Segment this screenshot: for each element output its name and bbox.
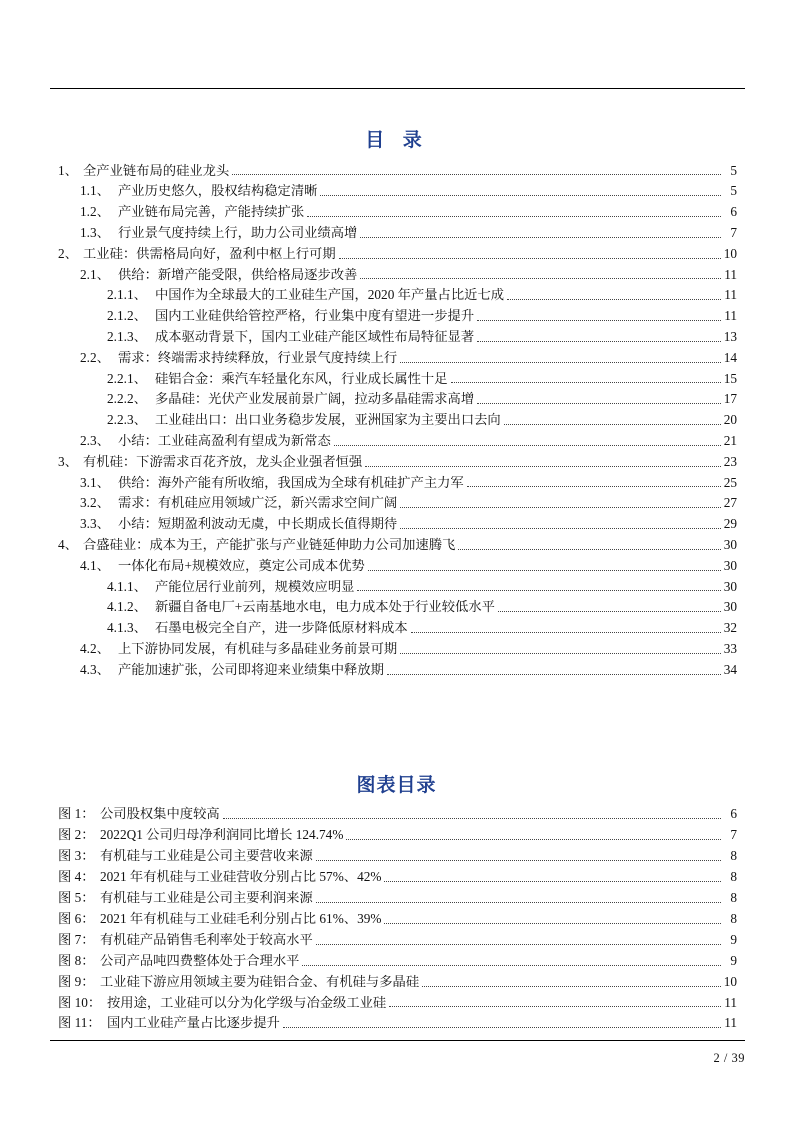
toc-entry-page: 25 [723, 474, 737, 490]
dot-leader [400, 653, 721, 654]
toc-entry[interactable] [58, 535, 737, 556]
dot-leader [368, 570, 721, 571]
figure-entry-title: 2021 年有机硅与工业硅毛利分别占比 61%、39% [100, 910, 382, 926]
toc-entry-number: 2.3、 [80, 432, 110, 448]
dot-leader [477, 403, 721, 404]
toc-entry[interactable] [58, 202, 737, 223]
toc-entry-page: 20 [723, 412, 737, 428]
toc-entry[interactable] [58, 348, 737, 369]
figure-entry-label: 图 2： [58, 827, 95, 843]
toc-entry-number: 4.1.3、 [107, 620, 147, 636]
toc-entry[interactable] [58, 473, 737, 494]
toc-entry-number: 3、 [58, 453, 78, 469]
toc-entry-page: 29 [723, 516, 737, 532]
dot-leader [451, 382, 721, 383]
figure-entry-page: 9 [730, 952, 737, 968]
dot-leader [302, 965, 721, 966]
toc-entry[interactable] [58, 369, 737, 390]
toc-entry-number: 1、 [58, 162, 78, 178]
toc-entry-title: 需求：终端需求持续释放，行业景气度持续上行 [118, 349, 398, 365]
toc-entry-number: 2.1、 [80, 266, 110, 282]
toc-entry-number: 2.1.3、 [107, 328, 147, 344]
toc-entry-title: 上下游协同发展，有机硅与多晶硅业务前景可期 [118, 640, 398, 656]
figure-entry-label: 图 1： [58, 806, 95, 822]
toc-entry-page: 34 [723, 661, 737, 677]
toc-entry-page: 30 [723, 578, 737, 594]
dot-leader [477, 320, 721, 321]
toc-entry-number: 3.1、 [80, 474, 110, 490]
figure-entry-label: 图 9： [58, 973, 95, 989]
toc-entry-page: 27 [723, 495, 737, 511]
figure-entry[interactable] [58, 867, 737, 888]
toc-entry[interactable] [58, 597, 737, 618]
toc-entry-page: 15 [723, 370, 737, 386]
dot-leader [384, 881, 721, 882]
toc-entry[interactable] [58, 161, 737, 182]
toc-entry[interactable] [58, 265, 737, 286]
toc-entry-title: 中国作为全球最大的工业硅生产国，2020 年产量占比近七成 [155, 287, 505, 303]
toc-entry[interactable] [58, 410, 737, 431]
figure-entry-title: 按用途，工业硅可以分为化学级与冶金级工业硅 [107, 994, 387, 1010]
toc-entry[interactable] [58, 577, 737, 598]
toc-entry-number: 2.2.3、 [107, 412, 147, 428]
toc-entry-number: 4.1.1、 [107, 578, 147, 594]
figure-entry[interactable] [58, 888, 737, 909]
dot-leader [400, 507, 721, 508]
header-rule [50, 88, 745, 89]
figure-entry-page: 7 [730, 827, 737, 843]
figure-list [58, 805, 737, 1035]
toc-entry[interactable] [58, 493, 737, 514]
toc-entry-page: 21 [723, 432, 737, 448]
toc-entry[interactable] [58, 618, 737, 639]
page-number: 2 / 39 [713, 1051, 745, 1065]
toc-entry-page: 33 [723, 640, 737, 656]
toc-entry-title: 小结：工业硅高盈利有望成为新常态 [118, 432, 331, 448]
toc-entry-title: 有机硅：下游需求百花齐放，龙头企业强者恒强 [83, 453, 363, 469]
dot-leader [365, 466, 721, 467]
figure-entry-label: 图 7： [58, 931, 95, 947]
toc-entry-page: 6 [730, 204, 737, 220]
dot-leader [467, 486, 721, 487]
toc-entry-title: 一体化布局+规模效应，奠定公司成本优势 [118, 557, 365, 573]
toc-entry-page: 30 [723, 599, 737, 615]
figure-entry-label: 图 10： [58, 994, 102, 1010]
dot-leader [357, 590, 721, 591]
toc-list [58, 161, 737, 681]
figure-entry[interactable] [58, 846, 737, 867]
figure-entry[interactable] [58, 993, 737, 1014]
toc-entry[interactable] [58, 556, 737, 577]
toc-entry-title: 石墨电极完全自产，进一步降低原材料成本 [155, 620, 408, 636]
figure-entry-title: 2021 年有机硅与工业硅营收分别占比 57%、42% [100, 869, 382, 885]
toc-entry-title: 产能位居行业前列，规模效应明显 [155, 578, 355, 594]
figure-entry-title: 有机硅产品销售毛利率处于较高水平 [100, 931, 313, 947]
figure-entry[interactable] [58, 909, 737, 930]
dot-leader [316, 860, 721, 861]
figure-entry-page: 11 [724, 1015, 737, 1031]
toc-entry-title: 合盛硅业：成本为王，产能扩张与产业链延伸助力公司加速腾飞 [83, 536, 456, 552]
toc-entry-title: 产业历史悠久，股权结构稳定清晰 [118, 183, 318, 199]
toc-entry-page: 30 [723, 536, 737, 552]
toc-entry-page: 14 [723, 349, 737, 365]
toc-entry-number: 1.1、 [80, 183, 110, 199]
toc-entry-number: 1.3、 [80, 224, 110, 240]
dot-leader [387, 674, 721, 675]
figure-entry[interactable] [58, 1013, 737, 1034]
figure-entry-label: 图 8： [58, 952, 95, 968]
figure-entry-page: 8 [730, 848, 737, 864]
figure-entry-title: 2022Q1 公司归母净利润同比增长 124.74% [100, 827, 344, 843]
toc-entry[interactable] [58, 223, 737, 244]
toc-entry-title: 产业链布局完善，产能持续扩张 [118, 204, 305, 220]
figure-entry-page: 11 [724, 994, 737, 1010]
toc-entry-page: 32 [723, 620, 737, 636]
toc-entry[interactable] [58, 181, 737, 202]
toc-entry-page: 5 [730, 162, 737, 178]
toc-entry-number: 2.2、 [80, 349, 110, 365]
figure-entry-page: 10 [723, 973, 737, 989]
footer-rule [50, 1040, 745, 1041]
toc-entry-title: 供给：海外产能有所收缩，我国成为全球有机硅扩产主力军 [118, 474, 464, 490]
figure-entry-title: 有机硅与工业硅是公司主要利润来源 [100, 890, 313, 906]
toc-entry-page: 23 [723, 453, 737, 469]
toc-entry[interactable] [58, 431, 737, 452]
figure-entry-title: 国内工业硅产量占比逐步提升 [107, 1015, 280, 1031]
toc-entry-title: 国内工业硅供给管控严格，行业集中度有望进一步提升 [155, 308, 475, 324]
toc-entry-page: 5 [730, 183, 737, 199]
dot-leader [477, 341, 721, 342]
toc-entry-title: 工业硅出口：出口业务稳步发展，亚洲国家为主要出口去向 [155, 412, 501, 428]
toc-entry-page: 11 [724, 287, 737, 303]
figure-entry[interactable] [58, 805, 737, 826]
toc-entry-number: 2.2.1、 [107, 370, 147, 386]
dot-leader [458, 549, 721, 550]
figure-entry-page: 6 [730, 806, 737, 822]
toc-entry-number: 4.1、 [80, 557, 110, 573]
toc-entry-title: 全产业链布局的硅业龙头 [83, 162, 230, 178]
toc-entry-page: 30 [723, 557, 737, 573]
toc-title: 目 录 [365, 129, 428, 151]
dot-leader [400, 362, 721, 363]
figure-entry-title: 工业硅下游应用领域主要为硅铝合金、有机硅与多晶硅 [100, 973, 420, 989]
figure-entry-label: 图 11： [58, 1015, 101, 1031]
toc-entry-number: 2.1.2、 [107, 308, 147, 324]
dot-leader [346, 839, 721, 840]
figure-entry-title: 公司股权集中度较高 [100, 806, 220, 822]
toc-entry[interactable] [58, 514, 737, 535]
dot-leader [316, 902, 721, 903]
dot-leader [307, 216, 721, 217]
dot-leader [384, 923, 721, 924]
toc-entry[interactable] [58, 660, 737, 681]
dot-leader [422, 986, 721, 987]
dot-leader [411, 632, 721, 633]
figure-entry-page: 9 [730, 931, 737, 947]
toc-entry-number: 3.3、 [80, 516, 110, 532]
figure-entry[interactable] [58, 930, 737, 951]
dot-leader [283, 1027, 721, 1028]
dot-leader [504, 424, 721, 425]
toc-entry-page: 13 [723, 328, 737, 344]
toc-entry-title: 小结：短期盈利波动无虞，中长期成长值得期待 [118, 516, 398, 532]
figure-entry-page: 8 [730, 890, 737, 906]
dot-leader [360, 237, 721, 238]
dot-leader [320, 195, 721, 196]
dot-leader [223, 818, 721, 819]
toc-entry[interactable] [58, 327, 737, 348]
toc-entry-title: 多晶硅：光伏产业发展前景广阔，拉动多晶硅需求高增 [155, 391, 475, 407]
dot-leader [339, 258, 721, 259]
toc-entry-title: 硅铝合金：乘汽车轻量化东风，行业成长属性十足 [155, 370, 448, 386]
toc-entry-number: 4.3、 [80, 661, 110, 677]
dot-leader [498, 611, 721, 612]
toc-entry-page: 11 [724, 308, 737, 324]
toc-entry-title: 产能加速扩张，公司即将迎来业绩集中释放期 [118, 661, 384, 677]
figure-entry-page: 8 [730, 869, 737, 885]
toc-entry-number: 4.1.2、 [107, 599, 147, 615]
toc-entry-number: 3.2、 [80, 495, 110, 511]
toc-entry[interactable] [58, 244, 737, 265]
toc-entry[interactable] [58, 452, 737, 473]
toc-entry-page: 10 [723, 245, 737, 261]
figure-entry-title: 有机硅与工业硅是公司主要营收来源 [100, 848, 313, 864]
dot-leader [360, 278, 721, 279]
toc-entry-number: 2.2.2、 [107, 391, 147, 407]
figure-entry-label: 图 5： [58, 890, 95, 906]
toc-entry-number: 2、 [58, 245, 78, 261]
toc-entry-page: 11 [724, 266, 737, 282]
figure-list-title: 图表目录 [356, 774, 437, 796]
figure-entry-label: 图 3： [58, 848, 95, 864]
toc-entry-number: 4、 [58, 536, 78, 552]
toc-entry-page: 17 [723, 391, 737, 407]
figure-entry[interactable] [58, 972, 737, 993]
figure-entry-label: 图 6： [58, 910, 95, 926]
toc-entry-page: 7 [730, 224, 737, 240]
toc-entry-title: 成本驱动背景下，国内工业硅产能区域性布局特征显著 [155, 328, 475, 344]
toc-entry-title: 新疆自备电厂+云南基地水电，电力成本处于行业较低水平 [155, 599, 495, 615]
toc-entry-title: 需求：有机硅应用领域广泛，新兴需求空间广阔 [118, 495, 398, 511]
toc-entry[interactable] [58, 389, 737, 410]
dot-leader [400, 528, 721, 529]
toc-entry-number: 2.1.1、 [107, 287, 147, 303]
figure-entry-title: 公司产品吨四费整体处于合理水平 [100, 952, 300, 968]
dot-leader [316, 944, 721, 945]
dot-leader [334, 445, 721, 446]
figure-entry-page: 8 [730, 910, 737, 926]
toc-entry-title: 工业硅：供需格局向好，盈利中枢上行可期 [83, 245, 336, 261]
dot-leader [389, 1006, 721, 1007]
toc-entry[interactable] [58, 285, 737, 306]
toc-entry-title: 供给：新增产能受限，供给格局逐步改善 [118, 266, 358, 282]
figure-entry[interactable] [58, 825, 737, 846]
dot-leader [507, 299, 721, 300]
toc-entry-number: 1.2、 [80, 204, 110, 220]
figure-entry[interactable] [58, 951, 737, 972]
dot-leader [232, 174, 721, 175]
toc-entry-number: 4.2、 [80, 640, 110, 656]
toc-entry[interactable] [58, 639, 737, 660]
toc-entry-title: 行业景气度持续上行，助力公司业绩高增 [118, 224, 358, 240]
toc-entry[interactable] [58, 306, 737, 327]
figure-entry-label: 图 4： [58, 869, 95, 885]
